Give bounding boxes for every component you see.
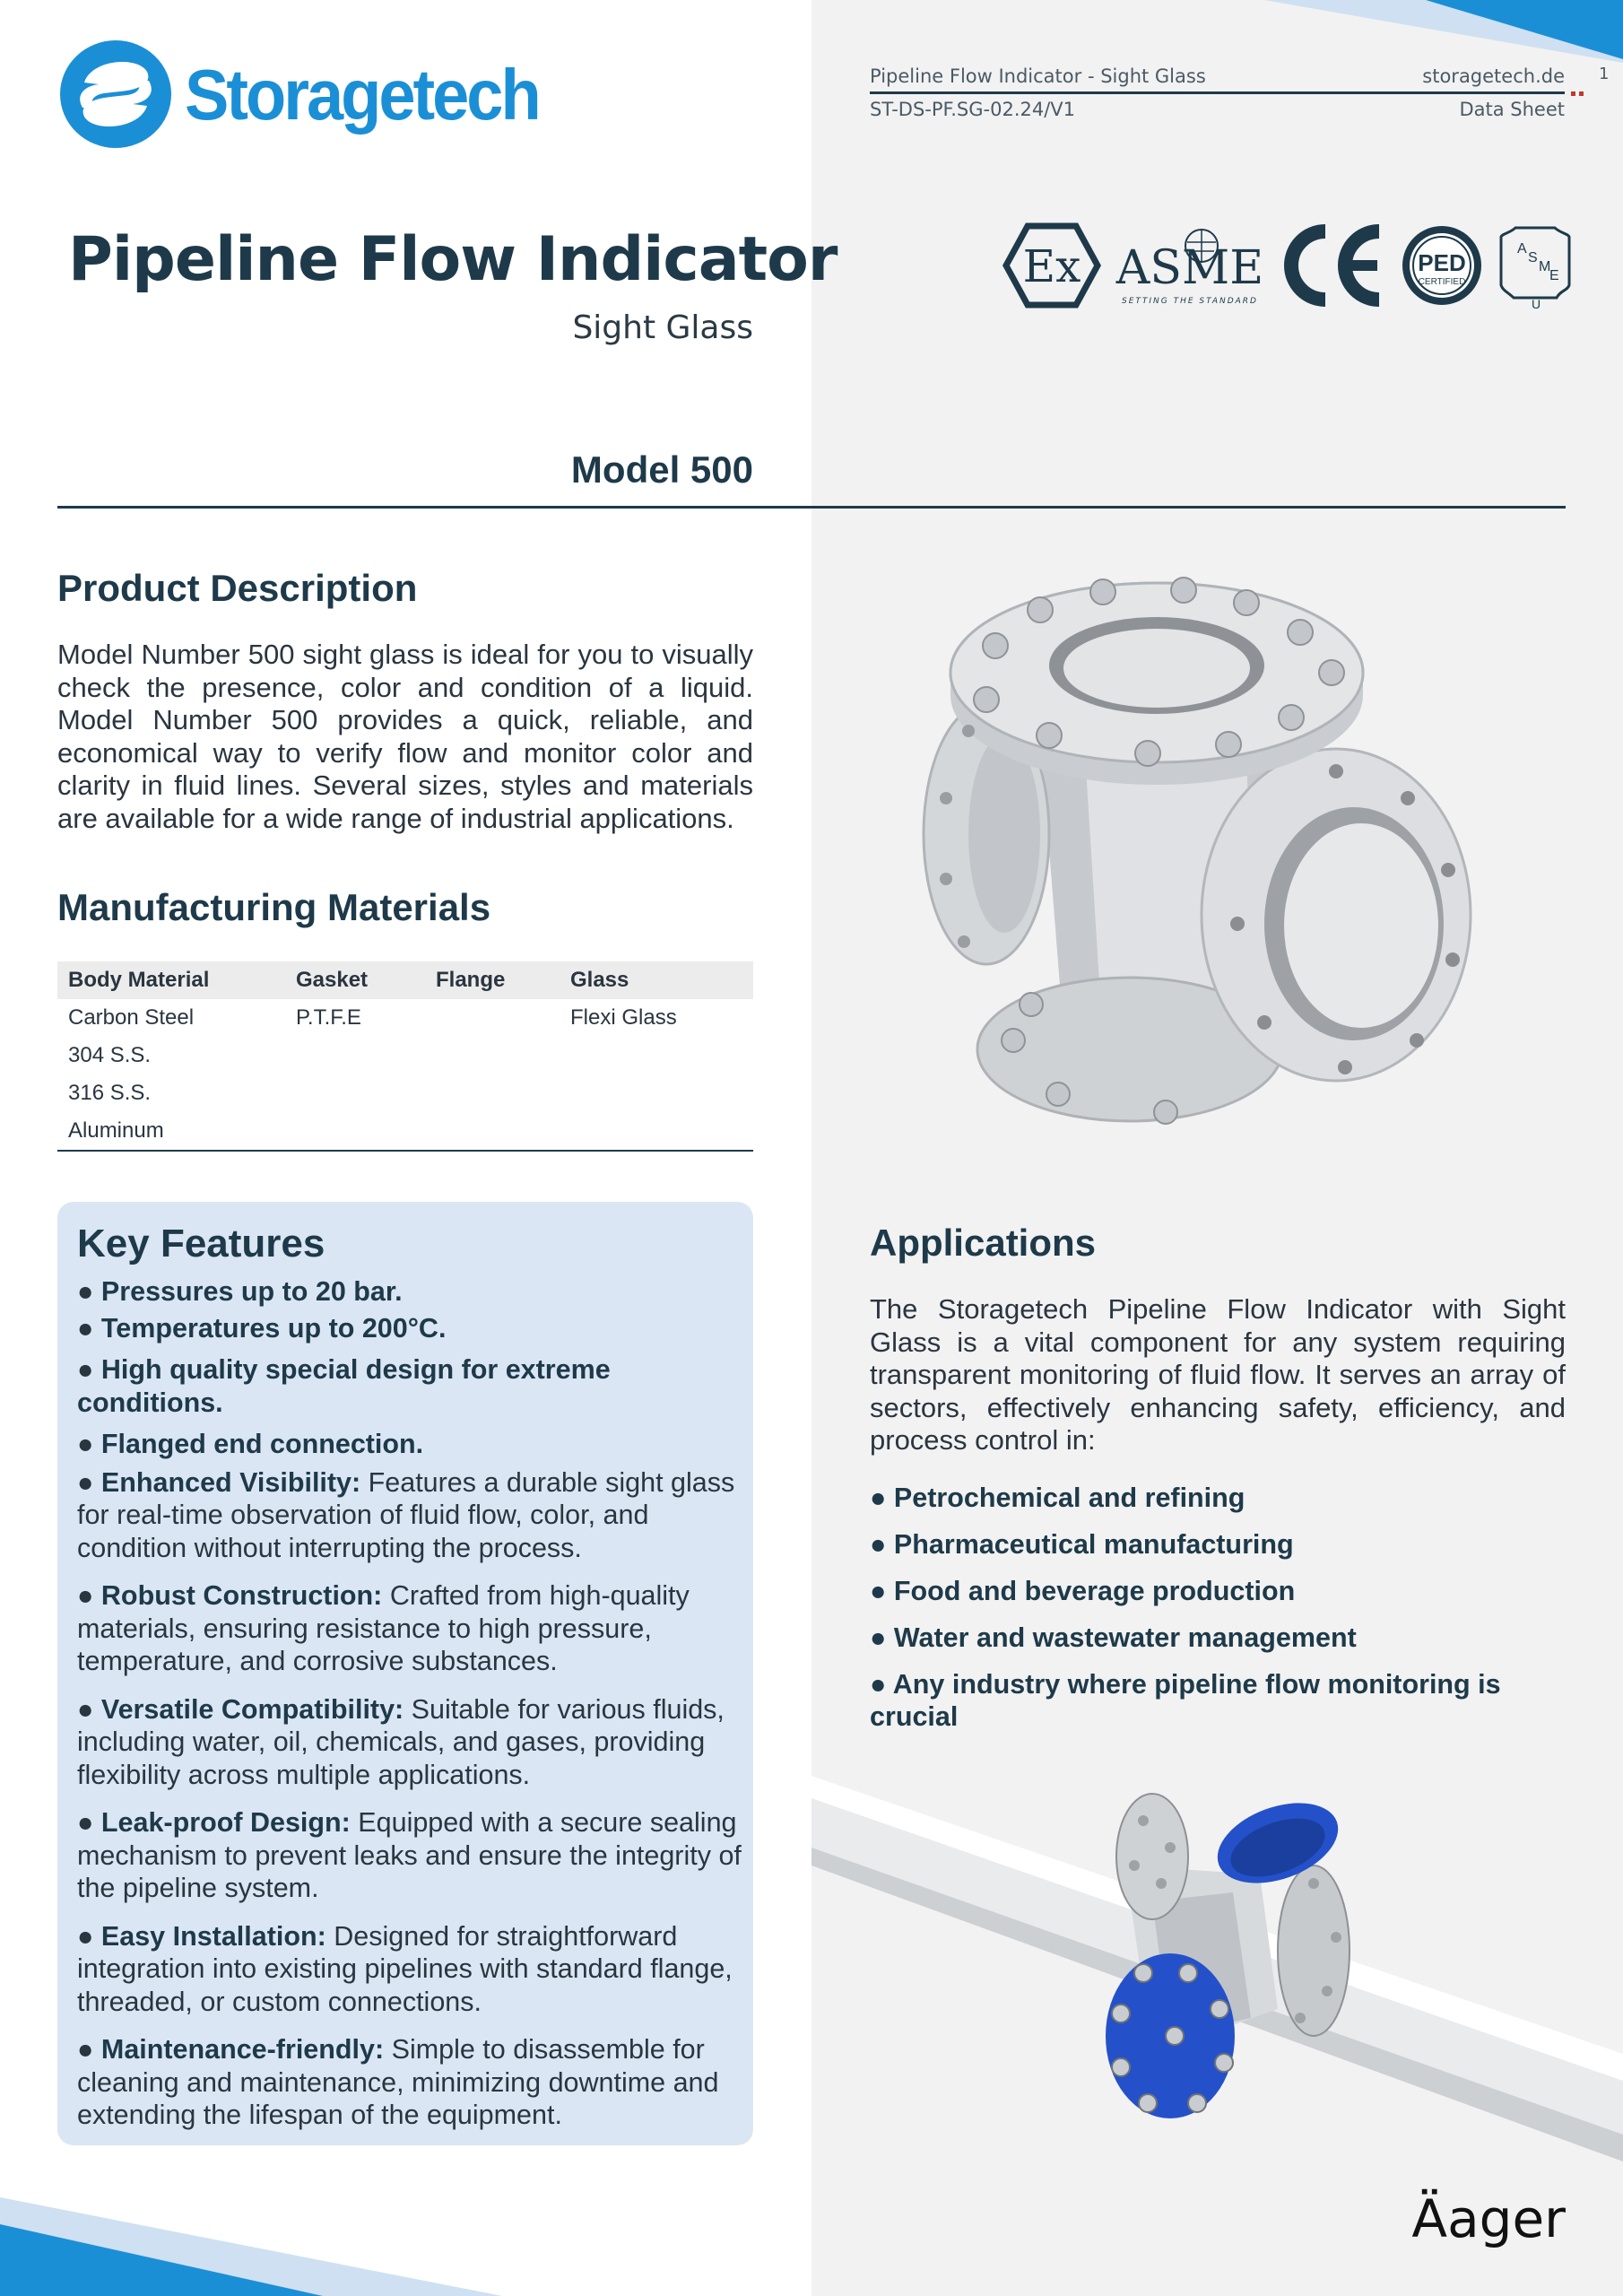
sight-glass-product-image	[888, 538, 1497, 1166]
svg-text:PED: PED	[1418, 249, 1466, 276]
key-features-list	[77, 1275, 742, 2132]
table-cell	[560, 1074, 753, 1112]
corner-decoration-top-right	[1157, 0, 1623, 63]
doc-code: ST-DS-PF.SG-02.24/V1	[870, 99, 1076, 120]
table-cell	[425, 999, 560, 1037]
column-header: Flange	[425, 961, 560, 999]
certification-logos	[1002, 222, 1573, 309]
list-item: ● Water and wastewater management	[870, 1622, 1357, 1653]
storagetech-logo-icon	[57, 36, 174, 152]
product-description-text: Model Number 500 sight glass is ideal for you to visually check the presence, color and condition of a liquid. Model Number 500 provides a quick, reliable, and economical way to verify flow and monitor color and clarity in fluid lines. Several sizes, styles and materials are available for a wide range of industrial applications.	[57, 639, 753, 834]
table-cell	[560, 1037, 753, 1074]
list-item: ● High quality special design for extreme conditions.	[77, 1354, 611, 1418]
list-item: ● Food and beverage production	[870, 1576, 1296, 1606]
applications-heading: Applications	[870, 1222, 1097, 1264]
table-cell	[285, 1037, 425, 1074]
page-subtitle: Sight Glass	[572, 309, 753, 346]
list-item: ● Easy Installation: Designed for straightforward integration into existing pipelines with standard flange, threaded, or custom connections.	[77, 1920, 733, 2017]
header-dots	[1571, 84, 1587, 100]
key-features-heading: Key Features	[77, 1222, 325, 1265]
column-header: Glass	[560, 961, 753, 999]
svg-text:Ex: Ex	[1022, 240, 1081, 292]
atex-ex-icon	[1002, 222, 1101, 309]
svg-text:M: M	[1539, 259, 1551, 274]
doc-type: Data Sheet	[1459, 99, 1565, 120]
table-cell	[560, 1112, 753, 1151]
svg-text:U: U	[1532, 297, 1541, 309]
list-item: ● Pressures up to 20 bar.	[77, 1276, 403, 1307]
table-cell	[425, 1074, 560, 1112]
table-cell	[285, 1074, 425, 1112]
ped-certified-icon	[1399, 222, 1485, 309]
list-item: ● Robust Construction: Crafted from high-quality materials, ensuring resistance to high pressure, temperature, and corrosive substances.	[77, 1580, 690, 1676]
table-cell: 304 S.S.	[68, 1043, 152, 1067]
page-number: 1	[1599, 65, 1610, 83]
logo-wordmark: Storagetech	[185, 54, 539, 135]
column-header: Gasket	[285, 961, 425, 999]
table-cell: 316 S.S.	[68, 1081, 152, 1105]
svg-text:A: A	[1517, 241, 1527, 257]
header-divider	[870, 91, 1565, 94]
corner-decoration-bottom-left	[0, 2197, 502, 2296]
table-header-row	[57, 961, 753, 999]
list-item: ● Enhanced Visibility: Features a durable sight glass for real-time observation of fluid flow, color, and condition without interrupting the process.	[77, 1466, 735, 1563]
svg-text:SETTING THE STANDARD: SETTING THE STANDARD	[1122, 297, 1258, 306]
list-item: ● Pharmaceutical manufacturing	[870, 1529, 1294, 1560]
svg-text:ASME: ASME	[1115, 241, 1264, 295]
pipeline-installation-image	[812, 1758, 1623, 2161]
ce-mark-icon	[1279, 222, 1386, 309]
table-row	[57, 999, 753, 1037]
product-description-heading: Product Description	[57, 567, 418, 609]
doc-title-small: Pipeline Flow Indicator - Sight Glass	[870, 65, 1206, 87]
table-cell	[425, 1112, 560, 1151]
storagetech-logo[interactable]	[57, 36, 539, 152]
list-item: ● Maintenance-friendly: Simple to disassemble for cleaning and maintenance, minimizing downtime and extending the lifespan of the equipment.	[77, 2034, 719, 2130]
table-cell: Flexi Glass	[570, 1005, 677, 1030]
list-item: ● Flanged end connection.	[77, 1429, 424, 1459]
table-cell	[285, 1112, 425, 1151]
asme-stamp-icon	[1497, 222, 1573, 309]
table-cell: Carbon Steel	[68, 1005, 195, 1030]
website-link[interactable]: storagetech.de	[1422, 65, 1565, 87]
applications-intro: The Storagetech Pipeline Flow Indicator with Sight Glass is a vital component for any system requiring transparent monitoring of fluid flow. It serves an array of sectors, effectively enhancing safety, efficiency, and process control in:	[870, 1293, 1566, 1456]
model-label: Model 500	[570, 448, 753, 491]
asme-logo-icon	[1114, 222, 1266, 309]
list-item: ● Temperatures up to 200°C.	[77, 1312, 447, 1344]
table-row	[57, 1074, 753, 1112]
table-row	[57, 1112, 753, 1151]
materials-table	[57, 961, 753, 1152]
title-divider	[57, 506, 1566, 509]
document-header-meta	[870, 63, 1565, 123]
manufacturing-materials-heading: Manufacturing Materials	[57, 886, 491, 928]
table-row	[57, 1037, 753, 1074]
column-header: Body Material	[57, 961, 285, 999]
svg-text:E: E	[1549, 268, 1559, 283]
list-item: ● Any industry where pipeline flow monitoring is crucial	[870, 1669, 1501, 1732]
aager-brand-logo: Äager	[1411, 2188, 1566, 2249]
svg-text:S: S	[1528, 250, 1538, 265]
applications-list	[870, 1482, 1566, 1747]
table-cell: Aluminum	[57, 1112, 285, 1151]
list-item: ● Petrochemical and refining	[870, 1483, 1245, 1513]
list-item: ● Versatile Compatibility: Suitable for various fluids, including water, oil, chemicals, and gases, providing flexibility across multiple applications.	[77, 1693, 725, 1790]
svg-text:CERTIFIED: CERTIFIED	[1418, 277, 1466, 287]
table-cell	[425, 1037, 560, 1074]
table-cell: P.T.F.E	[296, 1005, 361, 1030]
page-title: Pipeline Flow Indicator	[68, 224, 838, 295]
list-item: ● Leak-proof Design: Equipped with a secure sealing mechanism to prevent leaks and ensure the integrity of the pipeline system.	[77, 1807, 742, 1903]
